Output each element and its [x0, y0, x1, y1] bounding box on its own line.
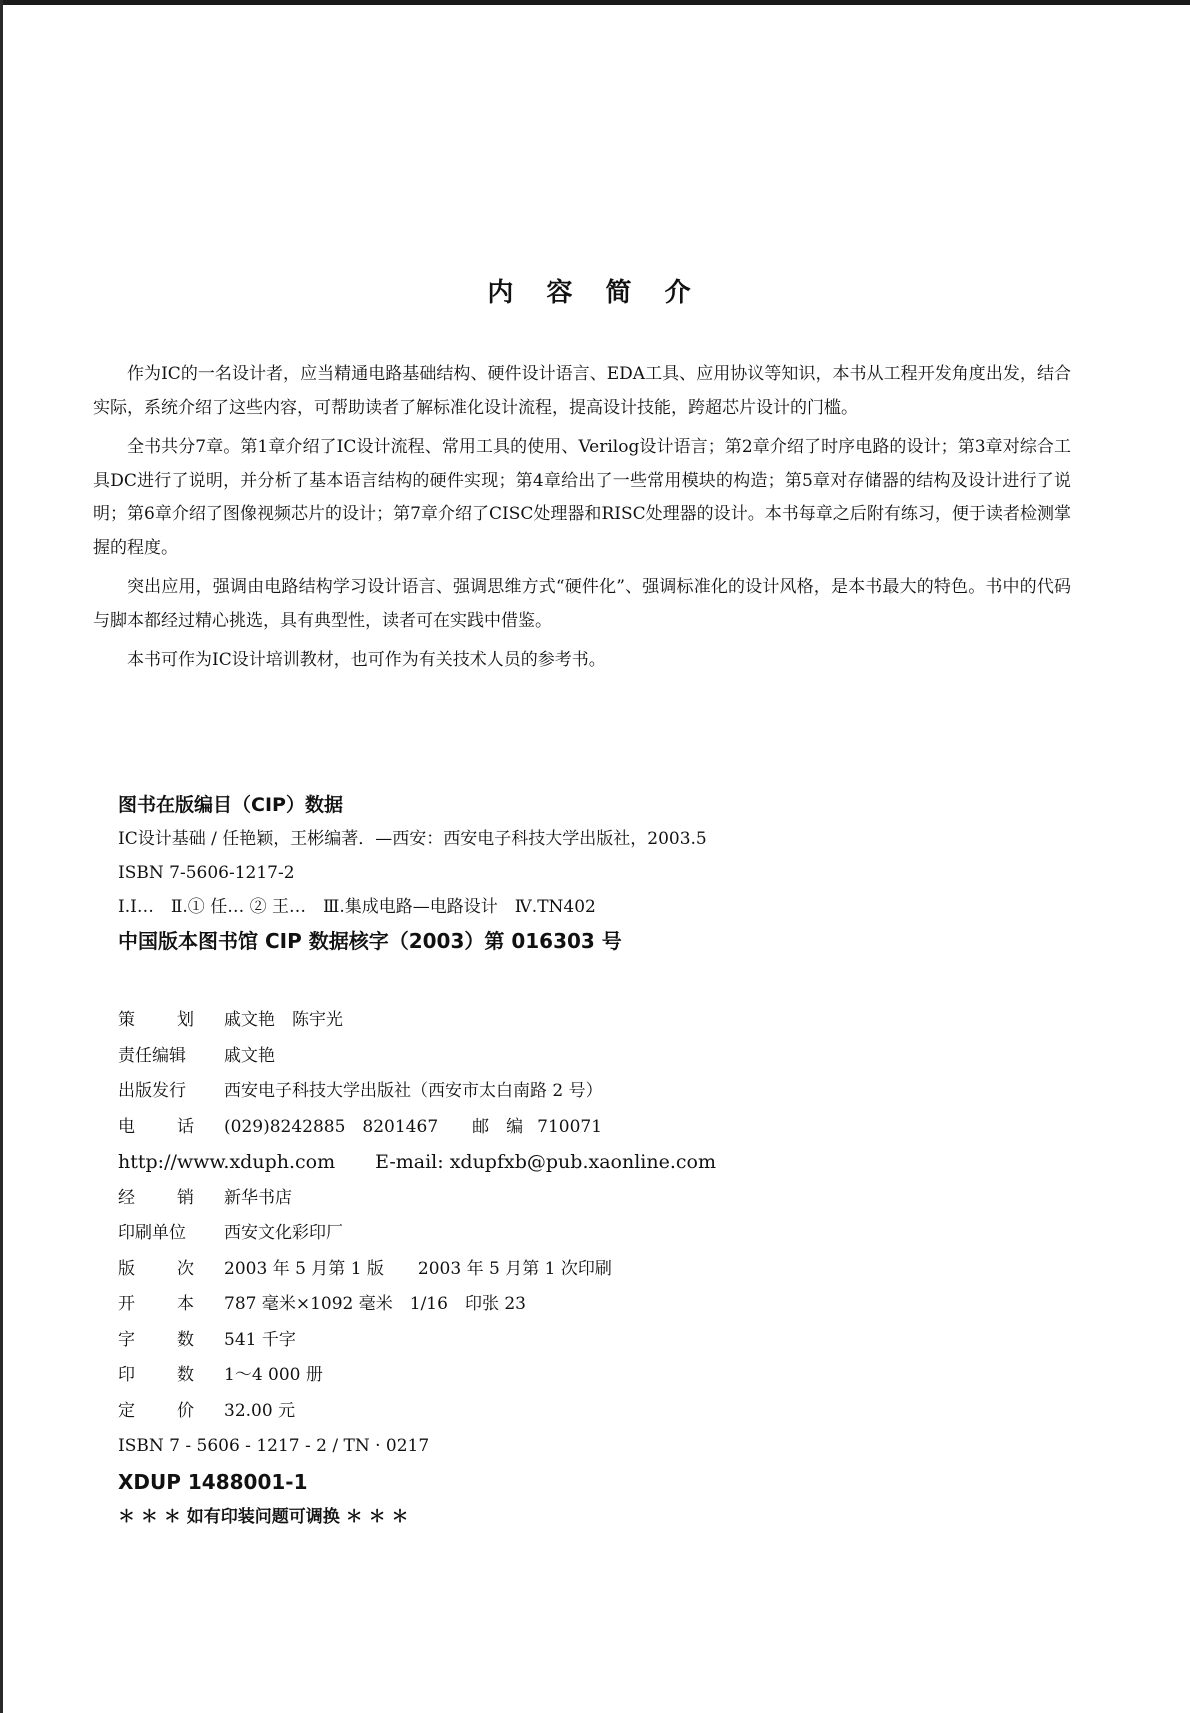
pub-row-printer: [118, 1216, 1078, 1252]
page-top-edge: [0, 0, 1190, 5]
pub-label: 出版发行: [118, 1081, 186, 1101]
pub-value: 787 毫米×1092 毫米 1/16 印张 23: [224, 1294, 526, 1314]
pub-row-phone: [118, 1110, 1078, 1146]
pub-value: 戚文艳: [224, 1045, 275, 1066]
intro-section: [93, 358, 1071, 684]
pub-row-code: [118, 1465, 1078, 1501]
pub-value: 戚文艳 陈宇光: [224, 1010, 343, 1030]
pub-label: 印刷单位: [118, 1223, 186, 1243]
pub-value: 西安电子科技大学出版社（西安市太白南路 2 号）: [224, 1081, 603, 1101]
pub-row-edition: [118, 1252, 1078, 1288]
pub-row-distributor: [118, 1181, 1078, 1217]
cip-section: [118, 788, 1078, 958]
pub-label: 定价: [118, 1400, 194, 1421]
cip-classification-line: Ⅰ.I… Ⅱ.① 任… ② 王… Ⅲ.集成电路—电路设计 Ⅳ.TN402: [118, 897, 596, 917]
print-notice: ＊ ＊ ＊ 如有印装问题可调换 ＊ ＊ ＊: [118, 1507, 409, 1527]
page-left-edge: [0, 0, 3, 1713]
pub-label: 策划: [118, 1010, 194, 1030]
email-address: E-mail: xdupfxb@pub.xaonline.com: [375, 1151, 716, 1173]
book-code: XDUP 1488001-1: [118, 1469, 308, 1494]
pub-value: 32.00 元: [224, 1400, 296, 1421]
cip-heading: 图书在版编目（CIP）数据: [118, 794, 343, 816]
intro-paragraph: 全书共分7章。第1章介绍了IC设计流程、常用工具的使用、Verilog设计语言；第2章介绍了时序电路的设计；第3章对综合工具DC进行了说明，并分析了基本语言结构的硬件实现；第4章给出了一些常用模块的构造；第5章对存储器的结构及设计进行了说明；第6章介绍了图像视频芯片的设计；第7章介绍了CISC处理器和RISC处理器的设计。本书每章之后附有练习，便于读者检测掌握的程度。: [93, 437, 1071, 558]
pub-row-words: [118, 1323, 1078, 1359]
postcode-label: 邮 编: [472, 1116, 524, 1137]
intro-paragraph: 本书可作为IC设计培训教材，也可作为有关技术人员的参考书。: [127, 650, 606, 670]
cip-isbn-line: ISBN 7-5606-1217-2: [118, 863, 295, 883]
pub-label: 经销: [118, 1187, 194, 1208]
pub-value: 2003 年 5 月第 1 版 2003 年 5 月第 1 次印刷: [224, 1258, 612, 1279]
cip-record-line: 中国版本图书馆 CIP 数据核字（2003）第 016303 号: [118, 929, 622, 953]
pub-label: 版次: [118, 1258, 194, 1279]
pub-value: 西安文化彩印厂: [224, 1223, 343, 1243]
pub-row-editor: [118, 1039, 1078, 1075]
pub-value: (029)8242885 8201467: [224, 1116, 439, 1137]
pub-row-planning: [118, 1003, 1078, 1039]
intro-paragraph: 突出应用，强调由电路结构学习设计语言、强调思维方式“硬件化”、强调标准化的设计风格，是本书最大的特色。书中的代码与脚本都经过精心挑选，具有典型性，读者可在实践中借鉴。: [93, 577, 1071, 631]
publication-info: [118, 1003, 1078, 1536]
pub-row-publisher: [118, 1074, 1078, 1110]
pub-value: 1～4 000 册: [224, 1365, 323, 1385]
pub-row-notice: [118, 1500, 1078, 1536]
pub-label: 字数: [118, 1329, 194, 1350]
cip-title-line: IC设计基础 / 任艳颖，王彬编著．—西安：西安电子科技大学出版社，2003.5: [118, 829, 707, 849]
isbn-full: ISBN 7 - 5606 - 1217 - 2 / TN · 0217: [118, 1436, 430, 1456]
pub-label: 印数: [118, 1365, 194, 1385]
pub-row-price: [118, 1394, 1078, 1430]
pub-value: 541 千字: [224, 1329, 296, 1350]
pub-row-web: [118, 1145, 1078, 1181]
page-title: 内 容 简 介: [487, 278, 703, 308]
pub-label: 电话: [118, 1116, 194, 1137]
pub-value: 新华书店: [224, 1187, 292, 1208]
pub-row-isbn: [118, 1429, 1078, 1465]
pub-row-format: [118, 1287, 1078, 1323]
intro-paragraph: 作为IC的一名设计者，应当精通电路基础结构、硬件设计语言、EDA工具、应用协议等知识，本书从工程开发角度出发，结合实际，系统介绍了这些内容，可帮助读者了解标准化设计流程，提高设计技能，跨超芯片设计的门槛。: [93, 364, 1071, 418]
website-url: http://www.xduph.com: [118, 1151, 336, 1173]
postcode-value: 710071: [537, 1116, 603, 1137]
pub-label: 责任编辑: [118, 1045, 186, 1066]
pub-label: 开本: [118, 1294, 194, 1314]
pub-row-print-run: [118, 1358, 1078, 1394]
